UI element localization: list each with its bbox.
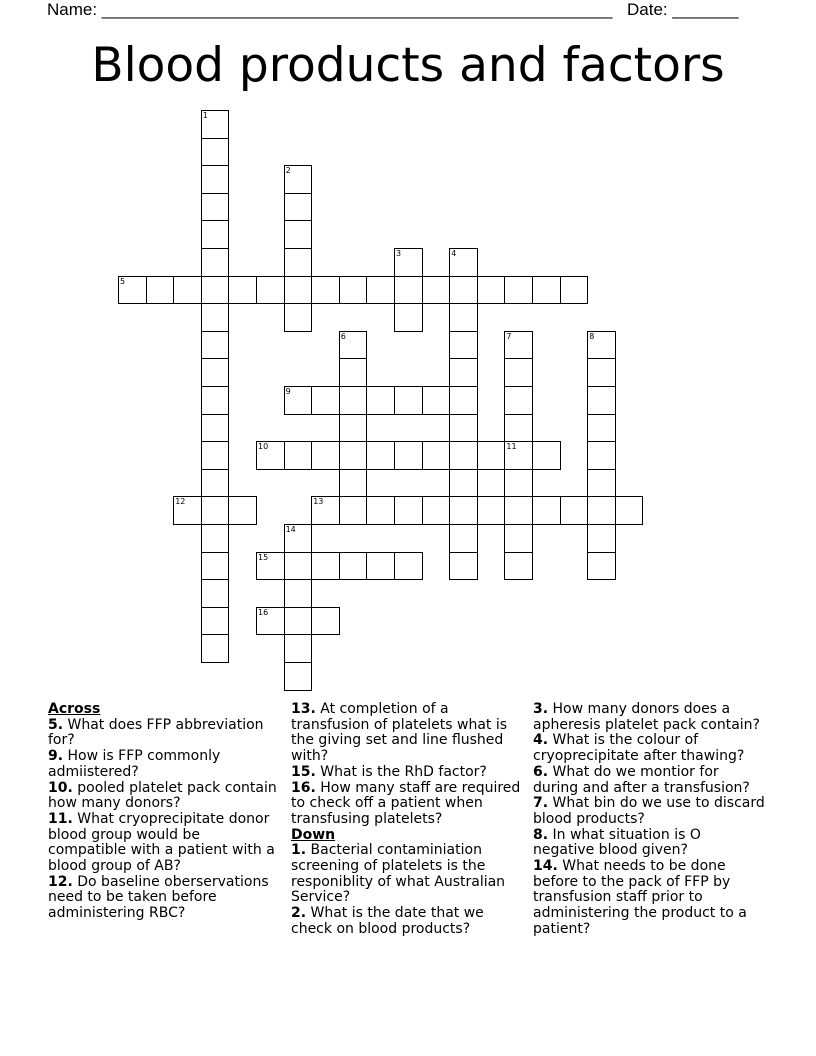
crossword-cell[interactable] <box>284 579 313 608</box>
crossword-cell[interactable] <box>477 276 506 305</box>
clue-number: 14. <box>533 858 558 875</box>
crossword-cell[interactable] <box>449 552 478 581</box>
crossword-cell[interactable] <box>201 138 230 167</box>
crossword-cell[interactable] <box>284 634 313 663</box>
crossword-cell[interactable] <box>284 441 313 470</box>
crossword-cell[interactable] <box>284 662 313 691</box>
clue-number: 1. <box>291 842 307 859</box>
clue-number-label: 11 <box>506 442 517 452</box>
clue-number: 9. <box>48 748 64 765</box>
clue-number: 7. <box>533 795 549 812</box>
crossword-cell[interactable] <box>422 276 451 305</box>
crossword-cell[interactable] <box>394 386 423 415</box>
crossword-cell[interactable] <box>339 469 368 498</box>
clue-number-label: 1 <box>202 111 208 120</box>
clue-text: What do we montior for during and after a transfusion? <box>533 763 750 796</box>
crossword-cell[interactable] <box>284 552 313 581</box>
clue-item <box>533 859 765 938</box>
crossword-cell[interactable] <box>201 607 230 636</box>
clue-item <box>48 812 280 875</box>
crossword-cell[interactable] <box>587 469 616 498</box>
down-heading: Down <box>291 826 336 843</box>
crossword-cell[interactable] <box>366 552 395 581</box>
clue-number-label: 5 <box>120 276 126 286</box>
crossword-cell[interactable] <box>284 193 313 222</box>
clue-number: 15. <box>291 763 316 780</box>
crossword-cell[interactable] <box>449 469 478 498</box>
crossword-cell[interactable] <box>339 441 368 470</box>
crossword-cell[interactable] <box>201 165 230 194</box>
clue-number: 5. <box>48 716 64 733</box>
clue-number-label: 9 <box>285 387 291 396</box>
crossword-cell[interactable] <box>587 552 616 581</box>
across-clues-list-continued <box>291 702 523 828</box>
crossword-cell[interactable] <box>201 552 230 581</box>
crossword-cell[interactable] <box>201 469 230 498</box>
clue-text: What needs to be done before to the pack of FFP by transfusion staff prior to administering the product to a patient? <box>533 858 747 937</box>
crossword-cell[interactable] <box>201 220 230 249</box>
crossword-cell[interactable] <box>587 358 616 387</box>
down-clues-list-continued <box>533 702 765 938</box>
crossword-cell[interactable] <box>284 248 313 277</box>
crossword-cell[interactable] <box>311 441 340 470</box>
crossword-cell[interactable] <box>504 358 533 387</box>
crossword-cell[interactable] <box>146 276 175 305</box>
crossword-cell[interactable] <box>560 276 589 305</box>
clue-number-label: 8 <box>589 331 595 341</box>
clue-item <box>291 843 523 906</box>
crossword-cell[interactable] <box>201 358 230 387</box>
crossword-cell[interactable] <box>504 524 533 553</box>
clue-number-label: 15 <box>258 552 269 562</box>
crossword-cell[interactable] <box>615 496 644 525</box>
crossword-cell[interactable] <box>532 441 561 470</box>
crossword-cell[interactable] <box>284 220 313 249</box>
crossword-cell[interactable] <box>532 496 561 525</box>
crossword-cell[interactable] <box>366 496 395 525</box>
clue-text: At completion of a transfusion of platelets what is the giving set and line flushed with? <box>291 701 508 765</box>
crossword-cell[interactable] <box>201 634 230 663</box>
crossword-cell[interactable] <box>422 386 451 415</box>
clues-column-2 <box>291 702 523 938</box>
clue-number-label: 14 <box>285 525 296 534</box>
crossword-cell[interactable] <box>311 607 340 636</box>
name-line[interactable]: Name: ______________________________________________________ <box>47 0 613 19</box>
crossword-cell[interactable] <box>311 552 340 581</box>
crossword-cell[interactable] <box>173 276 202 305</box>
crossword-cell[interactable] <box>394 276 423 305</box>
clue-item <box>533 733 765 764</box>
crossword-cell[interactable] <box>339 276 368 305</box>
crossword-cell[interactable] <box>201 331 230 360</box>
crossword-cell[interactable] <box>311 276 340 305</box>
crossword-cell[interactable] <box>587 441 616 470</box>
clue-item <box>48 749 280 780</box>
crossword-cell[interactable] <box>422 496 451 525</box>
clue-number-label: 13 <box>313 497 324 507</box>
crossword-cell[interactable] <box>394 441 423 470</box>
clue-text: What is the date that we check on blood products? <box>291 905 484 937</box>
clue-number: 3. <box>533 701 549 717</box>
clue-number-label: 12 <box>175 497 186 507</box>
crossword-cell[interactable] <box>504 414 533 443</box>
crossword-cell[interactable] <box>422 441 451 470</box>
clue-text: Do baseline oberservations need to be taken before administering RBC? <box>48 873 269 922</box>
clue-text: pooled platelet pack contain how many donors? <box>48 779 277 812</box>
crossword-cell[interactable] <box>201 524 230 553</box>
clue-item <box>48 781 280 812</box>
crossword-cell[interactable] <box>366 276 395 305</box>
clues-column-3 <box>533 702 765 938</box>
clue-number: 11. <box>48 810 73 827</box>
crossword-cell[interactable] <box>449 386 478 415</box>
clue-item <box>291 702 523 765</box>
clue-item <box>533 828 765 859</box>
clue-number: 8. <box>533 826 549 843</box>
clue-number: 2. <box>291 905 307 922</box>
crossword-cell[interactable] <box>311 386 340 415</box>
across-clues-list <box>48 718 280 922</box>
down-clues-list <box>291 843 523 937</box>
clue-item <box>48 875 280 922</box>
clue-text: What does FFP abbreviation for? <box>48 716 264 749</box>
crossword-cell[interactable] <box>587 524 616 553</box>
clue-number: 4. <box>533 732 549 749</box>
crossword-cell[interactable] <box>201 303 230 332</box>
crossword-cell[interactable] <box>201 386 230 415</box>
crossword-cell[interactable] <box>228 276 257 305</box>
crossword-cell[interactable] <box>256 276 285 305</box>
crossword-cell[interactable] <box>504 496 533 525</box>
clue-text: In what situation is O negative blood given? <box>533 826 701 859</box>
across-heading: Across <box>48 701 101 717</box>
crossword-cell[interactable] <box>284 607 313 636</box>
crossword-cell[interactable] <box>449 414 478 443</box>
clue-number: 10. <box>48 779 73 796</box>
crossword-cell[interactable] <box>339 496 368 525</box>
crossword-cell[interactable] <box>366 386 395 415</box>
clue-item <box>291 906 523 937</box>
crossword-cell[interactable] <box>339 386 368 415</box>
crossword-cell[interactable] <box>504 276 533 305</box>
crossword-cell[interactable] <box>201 276 230 305</box>
date-line[interactable]: Date: _______ <box>627 0 739 19</box>
crossword-cell[interactable] <box>394 496 423 525</box>
crossword-cell[interactable] <box>284 276 313 305</box>
clue-item <box>291 781 523 828</box>
crossword-cell[interactable] <box>201 579 230 608</box>
crossword-cell[interactable] <box>201 441 230 470</box>
clues-column-1 <box>48 702 280 922</box>
crossword-cell[interactable] <box>449 496 478 525</box>
crossword-cell[interactable] <box>504 386 533 415</box>
crossword-cell[interactable] <box>477 441 506 470</box>
page-title: Blood products and factors <box>91 38 725 93</box>
clue-number-label: 6 <box>340 331 346 341</box>
clue-number-label: 4 <box>451 249 457 258</box>
crossword-cell[interactable] <box>339 414 368 443</box>
crossword-cell[interactable] <box>504 552 533 581</box>
crossword-cell[interactable] <box>477 496 506 525</box>
crossword-cell[interactable] <box>201 248 230 277</box>
crossword-cell[interactable] <box>449 331 478 360</box>
clue-text: What is the RhD factor? <box>315 763 487 780</box>
crossword-cell[interactable] <box>394 303 423 332</box>
clue-number-label: 2 <box>285 166 291 176</box>
clue-item <box>533 765 765 796</box>
clue-text: What is the colour of cryoprecipitate after thawing? <box>533 732 745 765</box>
clue-item <box>533 702 765 733</box>
clue-text: Bacterial contaminiation screening of platelets is the responiblity of what Australian Service? <box>291 842 506 906</box>
crossword-cell[interactable] <box>339 552 368 581</box>
clue-number-label: 7 <box>506 331 512 341</box>
crossword-cell[interactable] <box>449 524 478 553</box>
crossword-cell[interactable] <box>201 496 230 525</box>
crossword-cell[interactable] <box>201 193 230 222</box>
clue-number-label: 3 <box>396 249 402 258</box>
crossword-cell[interactable] <box>228 496 257 525</box>
crossword-cell[interactable] <box>532 276 561 305</box>
clue-item <box>48 718 280 749</box>
clue-text: How many staff are required to check off a patient when transfusing platelets? <box>291 779 521 827</box>
crossword-cell[interactable] <box>339 358 368 387</box>
crossword-cell[interactable] <box>587 414 616 443</box>
clue-number: 16. <box>291 779 316 796</box>
clue-number: 13. <box>291 701 316 717</box>
crossword-cell[interactable] <box>394 552 423 581</box>
crossword-cell[interactable] <box>587 496 616 525</box>
clue-text: What cryoprecipitate donor blood group would be compatible with a patient with a blood group of AB? <box>48 810 275 875</box>
clue-text: What bin do we use to discard blood products? <box>533 795 765 827</box>
clue-text: How is FFP commonly admiistered? <box>48 748 221 780</box>
crossword-cell[interactable] <box>587 386 616 415</box>
crossword-cell[interactable] <box>201 414 230 443</box>
crossword-cell[interactable] <box>449 303 478 332</box>
crossword-cell[interactable] <box>560 496 589 525</box>
clue-number: 6. <box>533 763 549 780</box>
clue-number-label: 10 <box>258 442 269 452</box>
clue-number-label: 16 <box>258 607 269 617</box>
clue-item <box>533 796 765 827</box>
clue-text: How many donors does a apheresis platelet pack contain? <box>533 701 760 733</box>
crossword-cell[interactable] <box>449 276 478 305</box>
crossword-cell[interactable] <box>449 441 478 470</box>
crossword-cell[interactable] <box>504 469 533 498</box>
crossword-cell[interactable] <box>449 358 478 387</box>
clue-number: 12. <box>48 873 73 890</box>
crossword-cell[interactable] <box>284 303 313 332</box>
clue-item <box>291 765 523 781</box>
crossword-cell[interactable] <box>366 441 395 470</box>
